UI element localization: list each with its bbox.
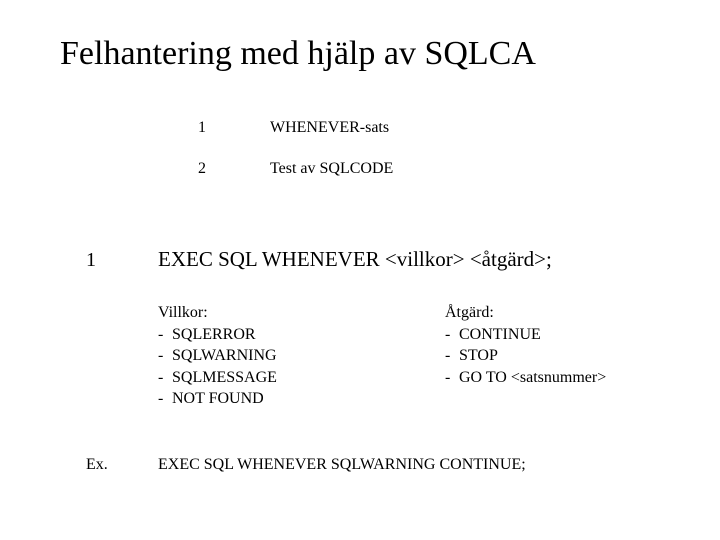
example-label: Ex. xyxy=(86,456,108,473)
example-text: EXEC SQL WHENEVER SQLWARNING CONTINUE; xyxy=(158,456,526,473)
toc-item-1-text: WHENEVER-sats xyxy=(270,119,390,136)
atgard-item xyxy=(445,367,606,389)
section-syntax: EXEC SQL WHENEVER <villkor> <åtgärd>; xyxy=(158,247,552,271)
atgard-heading: Åtgärd: xyxy=(445,304,494,321)
villkor-item xyxy=(158,345,277,367)
atgard-list xyxy=(445,302,606,388)
villkor-item xyxy=(158,388,277,410)
villkor-item xyxy=(158,367,277,389)
toc-item-1-number: 1 xyxy=(198,119,206,136)
dash-bullet: - xyxy=(158,368,164,386)
villkor-item xyxy=(158,324,277,346)
villkor-item-label: SQLWARNING xyxy=(172,347,277,364)
dash-bullet: - xyxy=(158,390,164,407)
toc-item-2-number: 2 xyxy=(198,160,206,177)
dash-bullet: - xyxy=(158,325,164,343)
dash-bullet: - xyxy=(445,325,451,343)
villkor-item-label: SQLERROR xyxy=(172,325,256,343)
atgard-item-label: STOP xyxy=(459,347,498,364)
dash-bullet: - xyxy=(158,347,164,364)
atgard-item xyxy=(445,345,606,367)
villkor-item-label: SQLMESSAGE xyxy=(172,368,277,386)
villkor-heading: Villkor: xyxy=(158,304,208,321)
section-number: 1 xyxy=(86,249,96,271)
atgard-item-label: CONTINUE xyxy=(459,325,541,343)
atgard-item xyxy=(445,324,606,346)
atgard-item-label: GO TO <satsnummer> xyxy=(459,368,607,386)
slide-title: Felhantering med hjälp av SQLCA xyxy=(60,35,536,72)
dash-bullet: - xyxy=(445,368,451,386)
villkor-item-label: NOT FOUND xyxy=(172,390,264,407)
toc-item-2-text: Test av SQLCODE xyxy=(270,160,394,177)
villkor-list xyxy=(158,302,277,410)
dash-bullet: - xyxy=(445,347,451,364)
